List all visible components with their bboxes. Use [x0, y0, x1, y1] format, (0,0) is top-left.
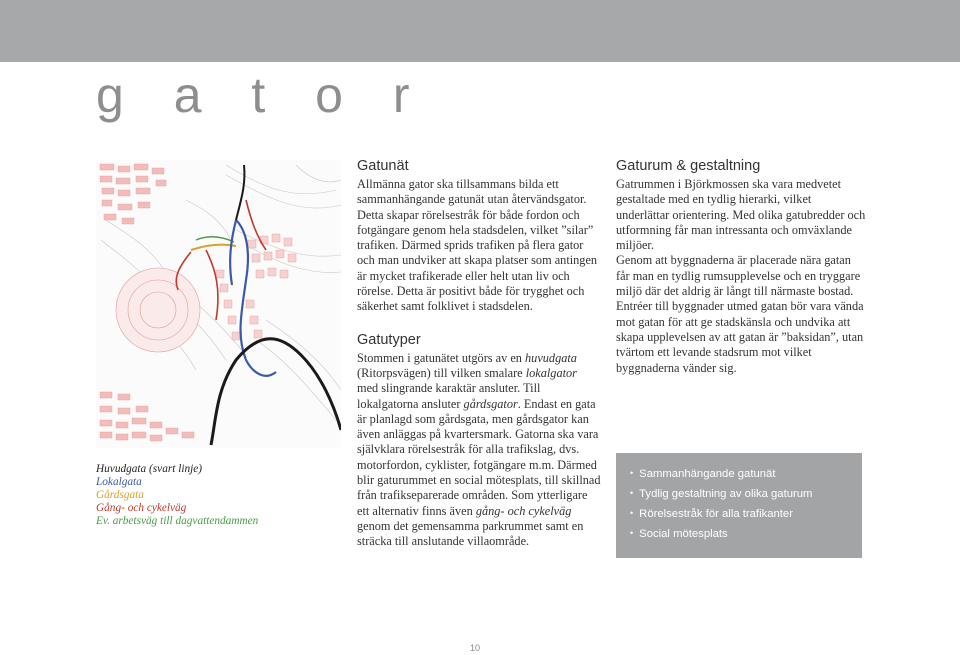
street-map-graphic: [96, 160, 341, 448]
text-gaturum-1: Gatrummen i Björkmossen ska vara medvetet gestaltade med en tydlig hierarki, vilket underlättar orientering. Med olika gatubredder och utformning får man intressanta och omväxlande miljöer.: [616, 177, 866, 253]
summary-item: [630, 466, 862, 486]
text-gaturum-2: Genom att byggnaderna är placerade nära gatan får man en tydlig rumsupplevelse och en tryggare miljö där det aldrig är långt till närmaste bostad.: [616, 253, 861, 299]
summary-item: [630, 526, 862, 546]
summary-list: [616, 453, 862, 546]
bullet-icon: •: [630, 508, 634, 518]
legend-item-local-street: Lokalgata: [96, 476, 142, 488]
section-gatutyper: [357, 332, 601, 550]
text-gaturum-3: Entréer till byggnader utmed gatan bör vara vända mot gatan för att ge stadskänsla och undvika att skapa upplevelsen av att gatan är ”baksidan”, utan tvärtom ett levande stadsrum mot vilket byggnaderna vänder sig.: [616, 299, 864, 375]
text-gatutyper-part: med slingrande karaktär ansluter. Till lokalgatorna ansluter: [357, 381, 541, 411]
term-gardsgator: gårdsgator: [463, 396, 518, 411]
summary-item-label: Rörelsestråk för alla trafikanter: [639, 508, 793, 520]
text-gatunat: Allmänna gator ska tillsammans bilda ett sammanhängande gatunät utan återvändsgator. Detta skapar rörelsestråk för både fordon och fotgängare genom hela stadsdelen, vilket ”silar” trafiken. Därmed sprids trafiken på flera gator och man undviker att skapa platser som antingen är mycket trafikerade eller helt utan liv och rörelse. Detta är positivt både för trygghet och säkerhet samt folklivet i stadsdelen.: [357, 177, 598, 314]
term-gang-cykelvag: gång- och cykelväg: [475, 503, 572, 518]
summary-item-label: Sammanhängande gatunät: [639, 468, 776, 480]
summary-item-label: Tydlig gestaltning av olika gaturum: [639, 488, 813, 500]
top-bar: [0, 0, 960, 62]
courtyard-street-line: [191, 245, 236, 250]
round-block: [116, 268, 200, 352]
heading-gaturum: Gaturum & gestaltning: [616, 158, 761, 174]
legend-item-courtyard-street: Gårdsgata: [96, 489, 144, 501]
new-housing: [216, 234, 296, 340]
bullet-icon: •: [630, 468, 634, 478]
term-lokalgator: lokalgator: [525, 365, 577, 380]
heading-gatutyper: Gatutyper: [357, 331, 421, 348]
street-map: [96, 160, 341, 448]
map-legend: [96, 463, 258, 528]
page-title: g a t o r: [96, 67, 428, 123]
text-gatutyper-part: . Endast en gata är planlagd som gårdsgata, men gårdsgator kan även anläggas på kvartersmark. Gatorna ska vara självklara rörelsestråk för alla trafikslag, dvs. motorfordon, cyklister, fotgängare m.m. Därmed blir gaturummet en social mötesplats, till skillnad från trafikseparerade områden. Som ytterligare ett alternativ finns även: [357, 396, 601, 518]
work-road-line: [196, 237, 234, 242]
term-huvudgata: huvudgata: [525, 350, 577, 365]
page-number: 10: [470, 643, 481, 653]
main-road-line: [211, 339, 341, 445]
text-gatutyper-part: genom det gemensamma parkrummet samt en sträcka till anslutande villaområde.: [357, 518, 584, 549]
text-gatutyper-part: Stommen i gatunätet utgörs av en: [357, 350, 526, 365]
summary-item: [630, 486, 862, 506]
text-gatutyper: [357, 351, 601, 550]
text-gatutyper-part: (Ritorpsvägen) till vilken smalare: [357, 365, 526, 380]
summary-item-label: Social mötesplats: [639, 528, 728, 540]
local-street-branch: [230, 220, 236, 285]
legend-item-main-road: Huvudgata (svart linje): [96, 463, 203, 475]
legend-item-work-road: Ev. arbetsväg till dagvattendammen: [96, 515, 259, 527]
bullet-icon: •: [630, 488, 634, 498]
column-right: [616, 158, 866, 376]
legend-item-path: Gång- och cykelväg: [96, 502, 187, 514]
bullet-icon: •: [630, 528, 634, 538]
column-left: [357, 158, 601, 550]
heading-gatunat: Gatunät: [357, 158, 409, 174]
summary-box: [616, 453, 862, 558]
summary-item: [630, 506, 862, 526]
